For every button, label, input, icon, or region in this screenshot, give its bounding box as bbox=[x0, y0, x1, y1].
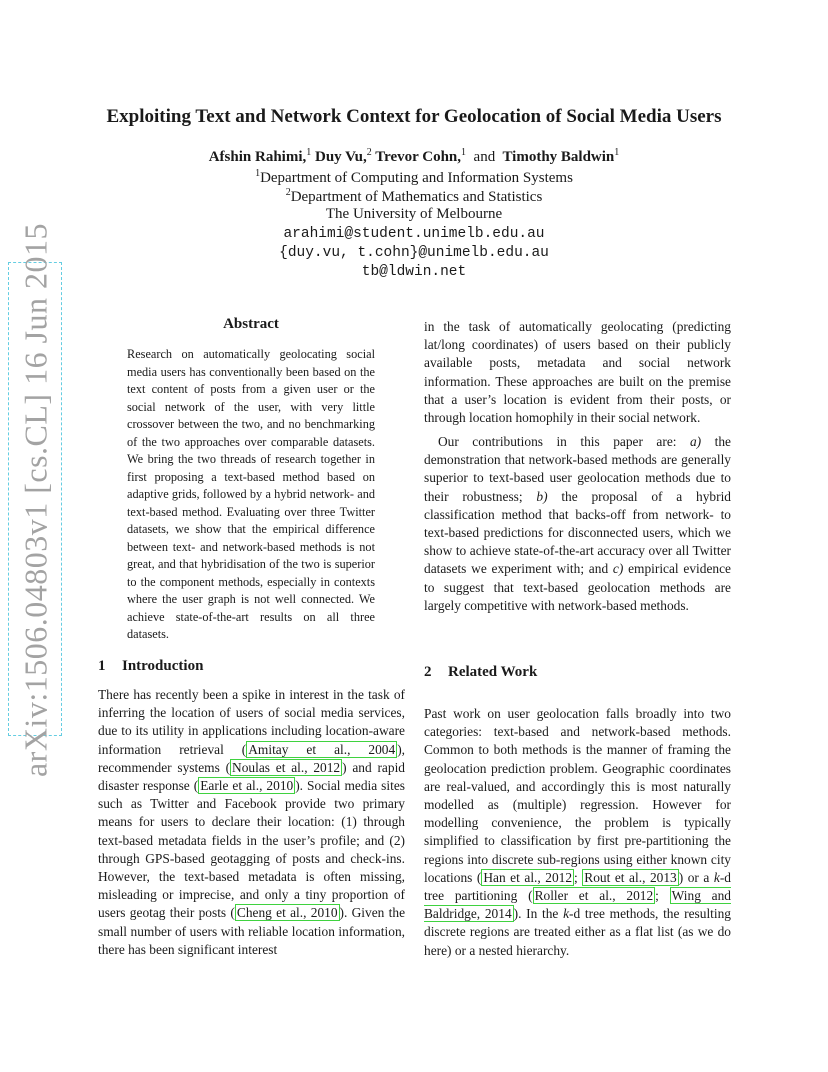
affiliation-2 bbox=[0, 187, 828, 206]
text-run: There has recently been a spike in interest in the task of inferring the location of users of social media services, due to its utility in applications including location-aware information retrieval ( bbox=[98, 687, 405, 757]
citation-link[interactable]: Amitay et al., 2004 bbox=[248, 741, 396, 757]
related-work-heading bbox=[424, 664, 731, 681]
contributions-paragraph bbox=[424, 433, 731, 615]
author-affiliation-mark: 1 bbox=[614, 147, 620, 158]
text-run: ) and rapid disaster response ( bbox=[98, 759, 405, 794]
arxiv-identifier-stamp[interactable] bbox=[8, 222, 62, 778]
citation-link[interactable]: Roller et al., 2012 bbox=[534, 888, 654, 904]
affiliation-text: Department of Computing and Information Systems bbox=[260, 170, 573, 186]
text-run: ). In the bbox=[513, 906, 564, 922]
list-marker: b) bbox=[536, 488, 548, 504]
section-number: 1 bbox=[98, 658, 106, 674]
author-name: Trevor Cohn, bbox=[375, 149, 462, 165]
introduction-heading bbox=[98, 658, 405, 675]
affiliation-mark: 2 bbox=[285, 187, 291, 198]
citation-link[interactable]: Han et al., 2012 bbox=[483, 869, 573, 885]
text-run: ; bbox=[574, 869, 583, 885]
section-title: Introduction bbox=[122, 658, 204, 674]
email-line-3[interactable]: tb@ldwin.net bbox=[361, 264, 467, 280]
text-run: ) or a bbox=[678, 869, 714, 885]
author-name: Timothy Baldwin bbox=[502, 149, 615, 165]
text-run: the proposal of a hybrid classification method that backs-off from network- to text-based predictions for disconnected users, which we show to achieve state-of-the-art accuracy over all Twitter datasets we experiment with; and bbox=[424, 488, 731, 577]
abstract-heading: Abstract bbox=[223, 316, 279, 332]
citation-link[interactable]: Earle et al., 2010 bbox=[200, 778, 294, 794]
text-run: empirical evidence to suggest that text-based geolocation methods are largely competitive with network-based methods. bbox=[424, 561, 731, 613]
citation-link[interactable]: Wing and Baldridge, 2014 bbox=[424, 888, 731, 922]
affiliation-text: Department of Mathematics and Statistics bbox=[290, 189, 543, 205]
text-run: the demonstration that network-based methods are generally superior to text-based user geolocation methods due to their robustness; bbox=[424, 434, 731, 504]
text-run: Past work on user geolocation falls broadly into two categories: text-based and network-based methods. Common to both methods is the manner of framing the geolocation prediction problem. Geographic coordinates are real-valued, and accordingly this is most naturally modelled as (multiple) regression. However for modelling convenience, the problem is typically simplified to classification by first pre-partitioning the regions into discrete sub-regions using either known city locations ( bbox=[424, 706, 731, 885]
related-work-paragraph bbox=[424, 705, 731, 960]
paper-title: Exploiting Text and Network Context for Geolocation of Social Media Users bbox=[106, 106, 722, 127]
text-run: ), recommender systems ( bbox=[98, 741, 406, 775]
author-affiliation-mark: 2 bbox=[366, 147, 372, 158]
text-run: ; bbox=[655, 888, 670, 904]
citation-link[interactable]: Cheng et al., 2010 bbox=[236, 905, 338, 921]
section-number: 2 bbox=[424, 664, 432, 680]
affiliation-1 bbox=[0, 168, 828, 187]
author-list bbox=[0, 147, 828, 166]
text-run: ). Given the small number of users with reliable location information, there has been significant interest bbox=[98, 905, 406, 957]
text-run: -d tree partitioning ( bbox=[424, 869, 731, 904]
affiliation-mark: 1 bbox=[255, 168, 261, 179]
university: The University of Melbourne bbox=[325, 206, 503, 222]
introduction-paragraph bbox=[98, 686, 405, 959]
text-run: ). Social media sites such as Twitter and Facebook provide two primary means for users to declare their location: (1) through text-based metadata fields in the user’s profile; and (2) through GPS-based geotagging of posts and check-ins. However, the text-based metadata is often missing, misleading or imprecise, and only a tiny proportion of users geotag their posts ( bbox=[98, 778, 405, 921]
email-line-1[interactable]: arahimi@student.unimelb.edu.au bbox=[283, 226, 545, 242]
intro-continuation-paragraph: in the task of automatically geolocating (predicting lat/long coordinates) of users based on their publicly available posts, metadata and social network information. These approaches are built on the premise that a user’s location is evident from their posts, or through location homophily in their social network. bbox=[424, 319, 731, 426]
math-variable: k bbox=[563, 906, 570, 922]
abstract-text: Research on automatically geolocating social media users has conventionally been based on the text content of posts from a given user or the social network of the user, with very little crossover between the two, and no benchmarking of the two approaches over comparable datasets. We bring the two threads of research together in first proposing a text-based method based on adaptive grids, followed by a hybrid network- and text-based method. Evaluating over three Twitter datasets, we show that the empirical difference between text- and network-based methods is not great, and that hybridisation of the two is superior to the component methods, especially in contexts where the user graph is not well connected. We achieve state-of-the-art results on all three datasets. bbox=[127, 347, 375, 641]
author-affiliation-mark: 1 bbox=[306, 147, 312, 158]
citation-link[interactable]: Noulas et al., 2012 bbox=[232, 759, 341, 775]
citation-link[interactable]: Rout et al., 2013 bbox=[584, 869, 677, 885]
author-connector: and bbox=[473, 149, 496, 165]
arxiv-identifier-text: arXiv:1506.04803v1 [cs.CL] 16 Jun 2015 bbox=[17, 222, 54, 778]
text-run: Our contributions in this paper are: bbox=[438, 434, 690, 449]
text-run: -d tree methods, the resulting discrete regions are treated either as a flat list (as we do here) or a nested hierarchy. bbox=[424, 906, 732, 958]
section-title: Related Work bbox=[448, 664, 538, 680]
author-name: Afshin Rahimi, bbox=[208, 149, 307, 165]
list-marker: a) bbox=[689, 434, 702, 449]
author-affiliation-mark: 1 bbox=[461, 147, 467, 158]
email-line-2[interactable]: {duy.vu, t.cohn}@unimelb.edu.au bbox=[279, 245, 549, 261]
author-name: Duy Vu, bbox=[315, 149, 367, 165]
list-marker: c) bbox=[612, 561, 624, 577]
math-variable: k bbox=[713, 869, 720, 885]
